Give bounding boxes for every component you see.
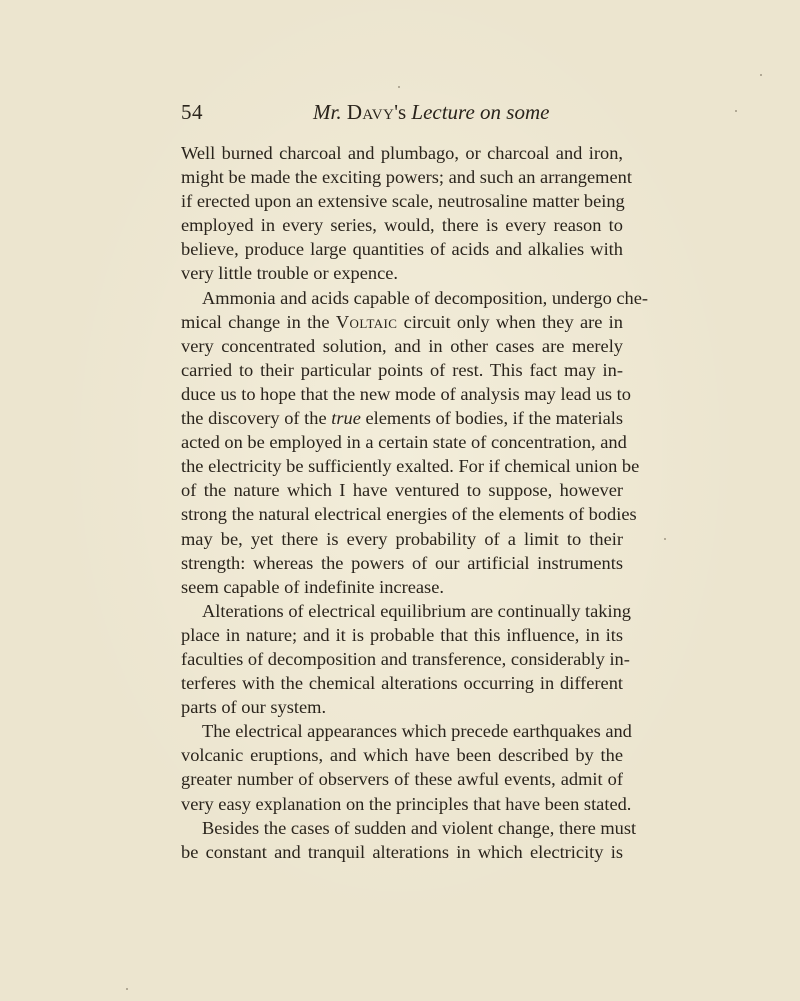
text-line xyxy=(181,406,623,430)
text-fragment: circuit only when they are in xyxy=(403,311,623,332)
paper-speck xyxy=(735,110,737,112)
text-fragment: mical change in the xyxy=(181,311,330,332)
text-line xyxy=(181,310,623,334)
page-number: 54 xyxy=(181,100,203,124)
text-line: terferes with the chemical alterations occurring in different xyxy=(181,673,623,694)
text-line: employed in every series, would, there is every reason to xyxy=(181,215,623,236)
paper-speck xyxy=(126,988,128,990)
text-line: Alterations of electrical equilibrium are continually taking xyxy=(202,600,631,621)
running-head-possessive: 's xyxy=(394,100,407,124)
text-line: very little trouble or expence. xyxy=(181,263,399,284)
text-line: may be, yet there is every probability of a limit to their xyxy=(181,528,623,549)
text-line: very easy explanation on the principles that have been stated. xyxy=(181,793,632,814)
page-header xyxy=(181,100,621,130)
text-line: greater number of observers of these awful events, admit of xyxy=(181,769,623,790)
paper-speck xyxy=(398,86,400,88)
text-line: of the nature which I have ventured to suppose, however xyxy=(181,480,623,501)
paper-speck xyxy=(664,538,666,540)
running-head-name: Davy xyxy=(346,100,395,124)
text-fragment-italic: true xyxy=(331,408,361,429)
text-line: believe, produce large quantities of acids and alkalies with xyxy=(181,239,623,260)
paper-speck xyxy=(760,74,762,76)
running-head-title: Lecture on some xyxy=(411,100,550,124)
text-line: faculties of decomposition and transference, considerably in- xyxy=(181,648,630,669)
text-line: Besides the cases of sudden and violent change, there must xyxy=(202,817,637,838)
text-line: place in nature; and it is probable that this influence, in its xyxy=(181,624,623,645)
body-text xyxy=(181,141,649,864)
text-line: very concentrated solution, and in other cases are merely xyxy=(181,335,623,356)
text-fragment: elements of bodies, if the materials xyxy=(365,408,623,429)
text-line: Ammonia and acids capable of decomposition, undergo che- xyxy=(202,287,649,308)
running-head xyxy=(313,100,549,125)
text-line: might be made the exciting powers; and such an arrangement xyxy=(181,167,632,188)
text-line: duce us to hope that the new mode of analysis may lead us to xyxy=(181,383,631,404)
text-line: acted on be employed in a certain state of concentration, and xyxy=(181,432,627,453)
text-line: The electrical appearances which precede earthquakes and xyxy=(202,721,632,742)
text-line: if erected upon an extensive scale, neutrosaline matter being xyxy=(181,191,625,212)
running-head-prefix: Mr. xyxy=(313,100,342,124)
text-line: the electricity be sufficiently exalted. For if chemical union be xyxy=(181,456,640,477)
text-line: be constant and tranquil alterations in which electricity is xyxy=(181,841,623,862)
text-line: carried to their particular points of rest. This fact may in- xyxy=(181,359,623,380)
text-line: strong the natural electrical energies of the elements of bodies xyxy=(181,504,637,525)
text-line: strength: whereas the powers of our artificial instruments xyxy=(181,552,623,573)
text-line: seem capable of indefinite increase. xyxy=(181,576,444,597)
text-line: volcanic eruptions, and which have been described by the xyxy=(181,745,623,766)
text-fragment-smallcaps: Voltaic xyxy=(335,311,398,332)
text-line: parts of our system. xyxy=(181,697,327,718)
text-line: Well burned charcoal and plumbago, or charcoal and iron, xyxy=(181,143,623,163)
text-fragment: the discovery of the xyxy=(181,408,327,429)
